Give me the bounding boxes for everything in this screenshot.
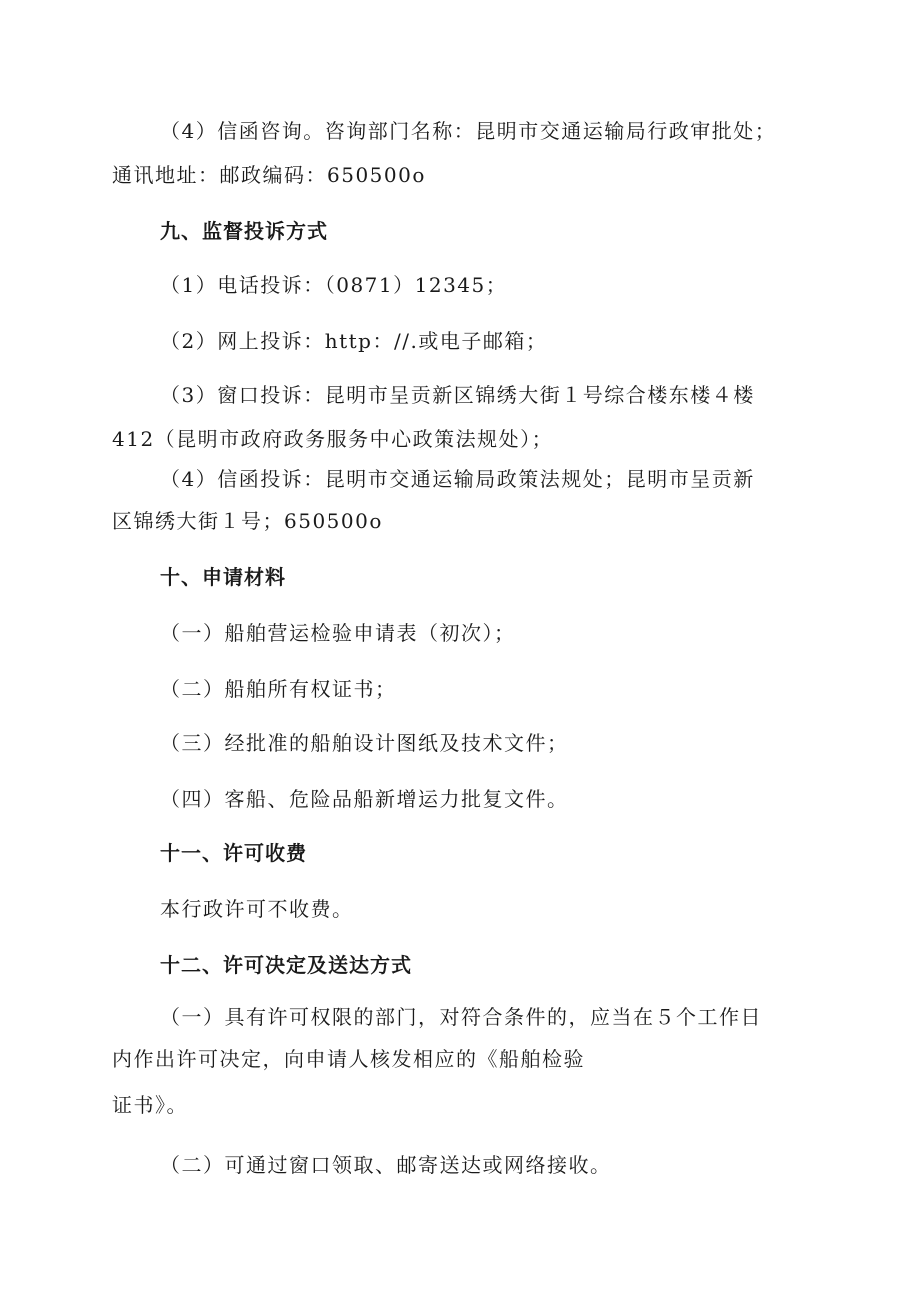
complaint-phone: （1）电话投诉：（0871）12345；	[160, 273, 508, 297]
letter-consult-line-1: （4）信函咨询。咨询部门名称：昆明市交通运输局行政审批处；	[160, 119, 777, 143]
decision-item-1-line-2: 内作出许可决定，向申请人核发相应的《船舶检验	[112, 1047, 585, 1071]
complaint-window-line-2: 412（昆明市政府政务服务中心政策法规处）；	[112, 427, 554, 451]
complaint-letter-line-1: （4）信函投诉：昆明市交通运输局政策法规处；昆明市呈贡新	[160, 467, 755, 491]
complaint-online: （2）网上投诉：http：//.或电子邮箱；	[160, 329, 548, 353]
material-item: （三）经批准的船舶设计图纸及技术文件；	[160, 731, 569, 755]
section-11-heading: 十一、许可收费	[160, 841, 307, 865]
section-12-heading: 十二、许可决定及送达方式	[160, 953, 412, 977]
complaint-window-line-1: （3）窗口投诉：昆明市呈贡新区锦绣大街１号综合楼东楼４楼	[160, 383, 755, 407]
decision-item-1-line-1: （一）具有许可权限的部门，对符合条件的，应当在５个工作日	[160, 1005, 762, 1029]
material-item: （四）客船、危险品船新增运力批复文件。	[160, 787, 569, 811]
decision-item-1-line-3: 证书》。	[112, 1093, 188, 1117]
section-9-heading: 九、监督投诉方式	[160, 219, 328, 243]
fee-text: 本行政许可不收费。	[160, 897, 354, 921]
material-item: （二）船舶所有权证书；	[160, 677, 397, 701]
material-item: （一）船舶营运检验申请表（初次）；	[160, 621, 516, 645]
letter-consult-line-2: 通讯地址：邮政编码：650500o	[112, 163, 426, 187]
decision-item-2: （二）可通过窗口领取、邮寄送达或网络接收。	[160, 1153, 612, 1177]
complaint-letter-line-2: 区锦绣大街１号；650500o	[112, 509, 383, 533]
section-10-heading: 十、申请材料	[160, 565, 286, 589]
